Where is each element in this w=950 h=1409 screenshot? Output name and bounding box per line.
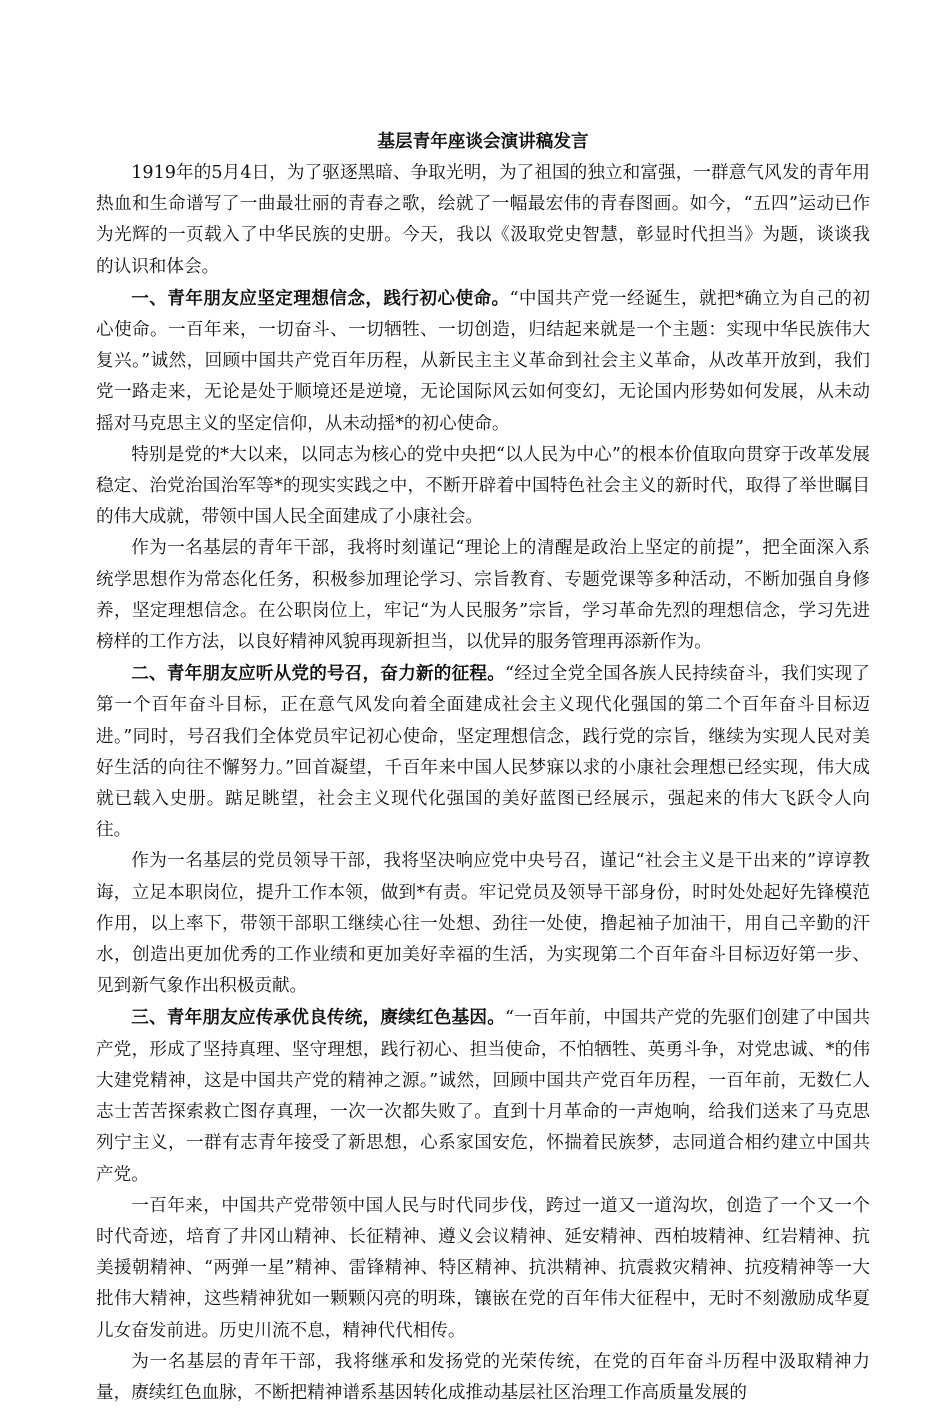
- paragraph-text: 特别是党的*大以来，以同志为核心的党中央把“以人民为中心”的根本价值取向贯穿于改革发展稳定、治党治国治军等*的现实实践之中，不断开辟着中国特色社会主义的新时代，取得了举世瞩目的伟大成就，带领中国人民全面建成了小康社会。: [96, 444, 870, 528]
- paragraph-section-1: [96, 283, 870, 440]
- paragraph-text: “中国共产党一经诞生，就把*确立为自己的初心使命。一百年来，一切奋斗、一切牺牲、一切创造，归结起来就是一个主题：实现中华民族伟大复兴。”诚然，回顾中国共产党百年历程，从新民主主义革命到社会主义革命，从改革开放到，我们党一路走来，无论是处于顺境还是逆境，无论国际风云如何变幻，无论国内形势如何发展，从未动摇对马克思主义的坚定信仰，从未动摇*的初心使命。: [96, 288, 870, 434]
- paragraph-section-2-commitment: [96, 846, 870, 1002]
- paragraph-text: 作为一名基层的党员领导干部，我将坚决响应党中央号召，谨记“社会主义是干出来的”谆谆教诲，立足本职岗位，提升工作本领，做到*有责。牢记党员及领导干部身份，时时处处起好先锋模范作用，以上率下，带领干部职工继续心往一处想、劲往一处使，撸起袖子加油干，用自己辛勤的汗水，创造出更加优秀的工作业绩和更加美好幸福的生活，为实现第二个百年奋斗目标迈好第一步、见到新气象作出积极贡献。: [96, 851, 870, 997]
- section-heading-3: 三、青年朋友应传承优良传统，赓续红色基因。: [131, 1007, 505, 1029]
- paragraph-section-3-detail: [96, 1191, 870, 1347]
- paragraph-text: “一百年前，中国共产党的先驱们创建了中国共产党，形成了坚持真理、坚守理想，践行初心、担当使命，不怕牺牲、英勇斗争，对党忠诚、*的伟大建党精神，这是中国共产党的精神之源。”诚然，回顾中国共产党百年历程，一百年前，无数仁人志士苦苦探索救亡图存真理，一次一次都失败了。直到十月革命的一声炮响，给我们送来了马克思列宁主义，一群有志青年接受了新思想，心系家国安危，怀揣着民族梦，志同道合相约建立中国共产党。: [96, 1008, 870, 1185]
- paragraph-section-2: [96, 658, 870, 846]
- paragraph-intro: [96, 158, 870, 283]
- document-page: [96, 128, 870, 1409]
- paragraph-text: 1919年的5月4日，为了驱逐黑暗、争取光明，为了祖国的独立和富强，一群意气风发的青年用热血和生命谱写了一曲最壮丽的青春之歌，绘就了一幅最宏伟的青春图画。如今，“五四”运动已作为光辉的一页载入了中华民族的史册。今天，我以《汲取党史智慧，彰显时代担当》为题，谈谈我的认识和体会。: [96, 163, 870, 277]
- paragraph-section-3-commitment: [96, 1347, 870, 1409]
- paragraph-text: 一百年来，中国共产党带领中国人民与时代同步伐，跨过一道又一道沟坎，创造了一个又一个时代奇迹，培育了井冈山精神、长征精神、遵义会议精神、延安精神、西柏坡精神、红岩精神、抗美援朝精神、“两弹一星”精神、雷锋精神、特区精神、抗洪精神、抗震救灾精神、抗疫精神等一大批伟大精神，这些精神犹如一颗颗闪亮的明珠，镶嵌在党的百年伟大征程中，无时不刻激励成华夏儿女奋发前进。历史川流不息，精神代代相传。: [96, 1195, 870, 1341]
- section-heading-2: 二、青年朋友应听从党的号召，奋力新的征程。: [131, 663, 505, 685]
- paragraph-section-1-commitment: [96, 533, 870, 658]
- paragraph-section-1-detail: [96, 440, 870, 534]
- paragraph-text: “经过全党全国各族人民持续奋斗，我们实现了第一个百年奋斗目标，正在意气风发向着全面建成社会主义现代化强国的第二个百年奋斗目标迈进。”同时，号召我们全体党员牢记初心使命，坚定理想信念，践行党的宗旨，继续为实现人民对美好生活的向往不懈努力。”回首凝望，千百年来中国人民梦寐以求的小康社会理想已经实现，伟大成就已载入史册。踮足眺望，社会主义现代化强国的美好蓝图已经展示，强起来的伟大飞跃令人向往。: [96, 664, 870, 841]
- section-heading-1: 一、青年朋友应坚定理想信念，践行初心使命。: [131, 287, 510, 309]
- paragraph-section-3: [96, 1002, 870, 1190]
- paragraph-text: 作为一名基层的青年干部，我将时刻谨记“理论上的清醒是政治上坚定的前提”，把全面深入系统学思想作为常态化任务，积极参加理论学习、宗旨教育、专题党课等多种活动，不断加强自身修养，坚定理想信念。在公职岗位上，牢记“为人民服务”宗旨，学习革命先烈的理想信念，学习先进榜样的工作方法，以良好精神风貌再现新担当，以优异的服务管理再添新作为。: [96, 538, 870, 653]
- paragraph-text: 为一名基层的青年干部，我将继承和发扬党的光荣传统，在党的百年奋斗历程中汲取精神力量，赓续红色血脉，不断把精神谱系基因转化成推动基层社区治理工作高质量发展的: [96, 1351, 870, 1403]
- document-title: 基层青年座谈会演讲稿发言: [377, 131, 589, 152]
